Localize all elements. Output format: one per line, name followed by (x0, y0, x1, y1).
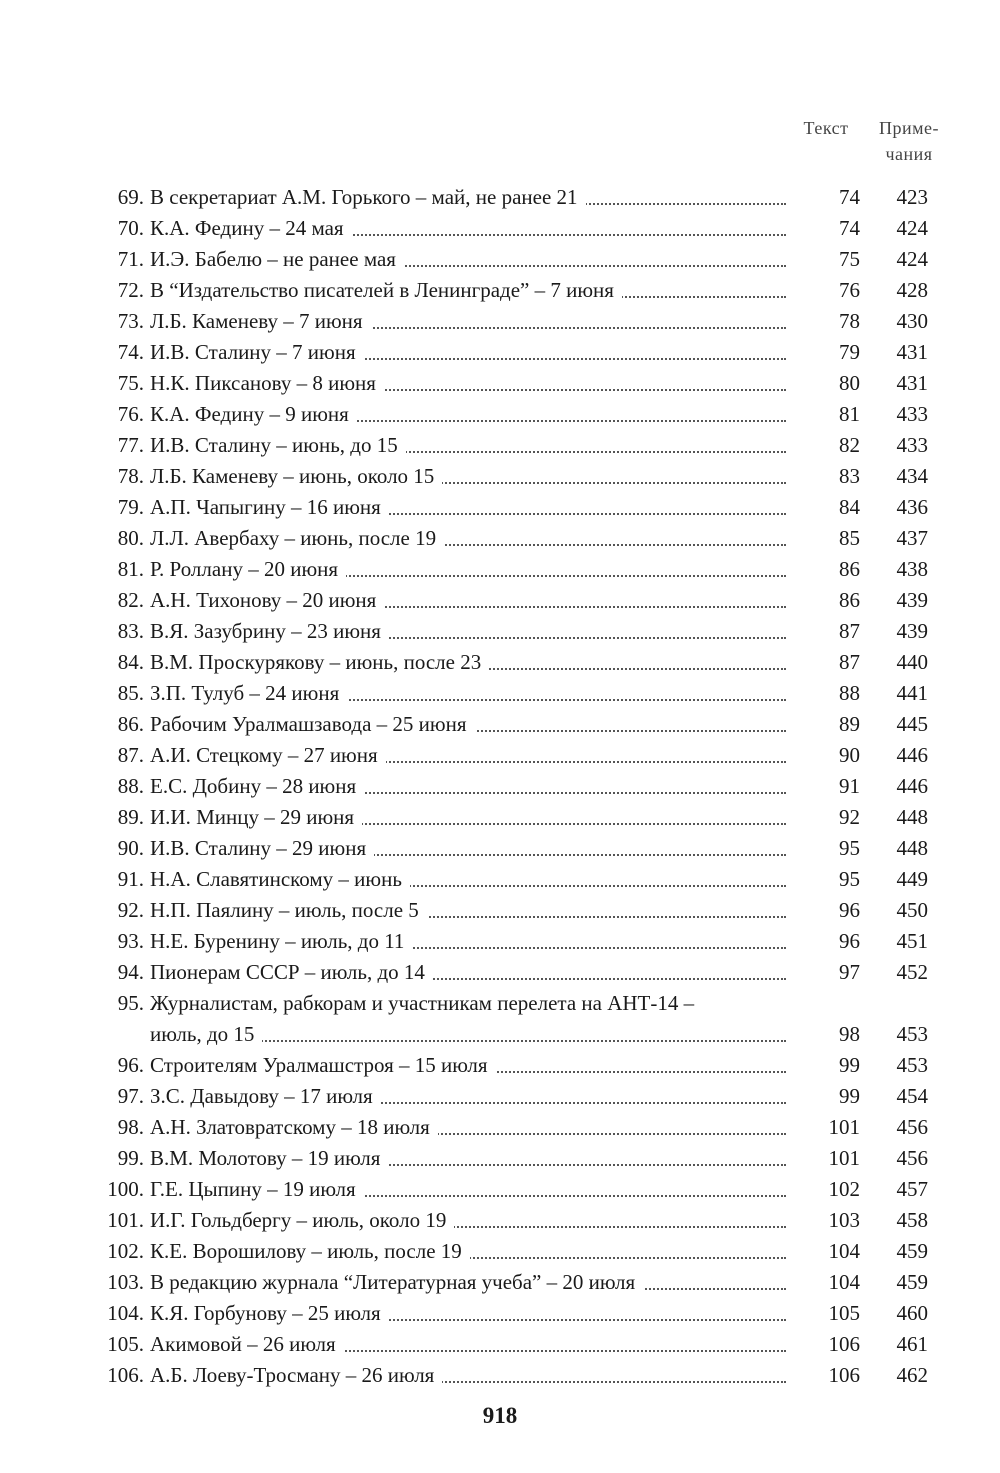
toc-title (150, 1019, 786, 1050)
toc-number: 69. (117, 185, 144, 209)
toc-notes-page: 450 (896, 898, 928, 922)
toc-title (150, 1298, 786, 1329)
toc-number: 87. (117, 743, 144, 767)
toc-number: 73. (117, 309, 144, 333)
toc-number: 99. (117, 1146, 144, 1170)
toc-title (150, 554, 786, 585)
toc-title-text: А.И. Стецкому – 27 июня (150, 743, 386, 767)
toc-title (150, 585, 786, 616)
toc-row (0, 616, 1000, 647)
toc-title-text: А.П. Чапыгину – 16 июня (150, 495, 389, 519)
toc-text-page: 84 (839, 495, 860, 519)
toc-title (150, 213, 786, 244)
toc-text-page: 95 (839, 836, 860, 860)
toc-title-text: И.И. Минцу – 29 июня (150, 805, 362, 829)
toc-text-page: 87 (839, 619, 860, 643)
toc-title-text: В “Издательство писателей в Ленинграде” – 7 июня (150, 278, 622, 302)
toc-notes-page: 445 (896, 712, 928, 736)
toc-text-page: 86 (839, 588, 860, 612)
toc-notes-page: 457 (896, 1177, 928, 1201)
toc-notes-page: 430 (896, 309, 928, 333)
toc-title-text: Н.А. Славятинскому – июнь (150, 867, 410, 891)
toc-title (150, 461, 786, 492)
toc-number: 88. (117, 774, 144, 798)
toc-title-text: Рабочим Уралмашзавода – 25 июня (150, 712, 475, 736)
toc-title-text: Акимовой – 26 июля (150, 1332, 344, 1356)
toc-text-page: 75 (839, 247, 860, 271)
toc-title (150, 833, 786, 864)
toc-title (150, 337, 786, 368)
toc-row (0, 1174, 1000, 1205)
toc-title (150, 430, 786, 461)
toc-row (0, 647, 1000, 678)
toc-notes-page: 440 (896, 650, 928, 674)
toc-notes-page: 424 (896, 247, 928, 271)
toc-row (0, 1019, 1000, 1050)
toc-number: 75. (117, 371, 144, 395)
toc-title (150, 678, 786, 709)
toc-text-page: 83 (839, 464, 860, 488)
toc-number: 79. (117, 495, 144, 519)
toc-row (0, 709, 1000, 740)
toc-text-page: 101 (828, 1146, 860, 1170)
toc-title (150, 1174, 786, 1205)
toc-row (0, 430, 1000, 461)
toc-row (0, 864, 1000, 895)
toc-text-page: 104 (828, 1270, 860, 1294)
toc-row (0, 988, 1000, 1019)
toc-notes-page: 454 (896, 1084, 928, 1108)
toc-number: 101. (107, 1208, 144, 1232)
toc-notes-page: 456 (896, 1115, 928, 1139)
toc-text-page: 97 (839, 960, 860, 984)
toc-row (0, 337, 1000, 368)
toc-number: 80. (117, 526, 144, 550)
toc-number: 83. (117, 619, 144, 643)
toc-notes-page: 441 (896, 681, 928, 705)
toc-number: 106. (107, 1363, 144, 1387)
toc-text-page: 106 (828, 1332, 860, 1356)
toc-title-text: А.Б. Лоеву-Тросману – 26 июля (150, 1363, 442, 1387)
toc-text-page: 91 (839, 774, 860, 798)
toc-number: 92. (117, 898, 144, 922)
toc-text-page: 89 (839, 712, 860, 736)
toc-notes-page: 436 (896, 495, 928, 519)
toc-title (150, 1360, 786, 1391)
toc-notes-page: 459 (896, 1270, 928, 1294)
toc-row (0, 895, 1000, 926)
toc-row (0, 182, 1000, 213)
toc-title-text: И.В. Сталину – 29 июня (150, 836, 374, 860)
toc-text-page: 104 (828, 1239, 860, 1263)
toc-text-page: 87 (839, 650, 860, 674)
toc-title-text: Н.К. Пиксанову – 8 июня (150, 371, 384, 395)
toc-text-page: 99 (839, 1053, 860, 1077)
toc-text-page: 76 (839, 278, 860, 302)
toc-title-text: Л.Б. Каменеву – июнь, около 15 (150, 464, 442, 488)
toc-row (0, 1112, 1000, 1143)
toc-number: 77. (117, 433, 144, 457)
toc-number: 100. (107, 1177, 144, 1201)
toc-notes-page: 431 (896, 371, 928, 395)
page-number: 918 (482, 1403, 518, 1428)
toc-title-text: В секретариат А.М. Горького – май, не ранее 21 (150, 185, 586, 209)
toc-title (150, 399, 786, 430)
toc-notes-page: 459 (896, 1239, 928, 1263)
toc-title (150, 709, 786, 740)
column-header-notes: Приме- чания (878, 118, 939, 164)
toc-title (150, 1205, 786, 1236)
toc-title (150, 1050, 786, 1081)
toc-number: 78. (117, 464, 144, 488)
toc-row (0, 1205, 1000, 1236)
toc-row (0, 275, 1000, 306)
toc-title-text: А.Н. Тихонову – 20 июня (150, 588, 384, 612)
toc-text-page: 102 (828, 1177, 860, 1201)
toc-title (150, 771, 786, 802)
toc-number: 94. (117, 960, 144, 984)
toc-title-text: В редакцию журнала “Литературная учеба” – 20 июля (150, 1270, 643, 1294)
toc-title-text: З.С. Давыдову – 17 июля (150, 1084, 381, 1108)
toc-row (0, 1143, 1000, 1174)
toc-number: 96. (117, 1053, 144, 1077)
toc-row (0, 1360, 1000, 1391)
toc-title-text: К.А. Федину – 9 июня (150, 402, 357, 426)
toc-title (150, 864, 786, 895)
toc-title-text: К.Е. Ворошилову – июль, после 19 (150, 1239, 470, 1263)
toc-title-text: Г.Е. Цыпину – 19 июля (150, 1177, 364, 1201)
toc-notes-page: 428 (896, 278, 928, 302)
toc-text-page: 101 (828, 1115, 860, 1139)
toc-text-page: 90 (839, 743, 860, 767)
toc-row (0, 678, 1000, 709)
toc-notes-page: 433 (896, 433, 928, 457)
toc-notes-page: 423 (896, 185, 928, 209)
toc-title-text: В.Я. Зазубрину – 23 июня (150, 619, 389, 643)
toc-title (150, 957, 786, 988)
toc-title-text: В.М. Молотову – 19 июля (150, 1146, 388, 1170)
toc-title-text: июль, до 15 (150, 1022, 262, 1046)
toc-title (150, 275, 786, 306)
toc-text-page: 99 (839, 1084, 860, 1108)
toc-notes-page: 458 (896, 1208, 928, 1232)
toc-number: 85. (117, 681, 144, 705)
toc-number: 93. (117, 929, 144, 953)
toc-notes-page: 449 (896, 867, 928, 891)
toc-row (0, 1329, 1000, 1360)
toc-title-text: И.Э. Бабелю – не ранее мая (150, 247, 404, 271)
toc-number: 98. (117, 1115, 144, 1139)
toc-title (150, 616, 786, 647)
toc-title (150, 182, 786, 213)
toc-title (150, 926, 786, 957)
toc-number: 91. (117, 867, 144, 891)
toc-notes-page: 448 (896, 805, 928, 829)
toc-text-page: 85 (839, 526, 860, 550)
toc-title (150, 1267, 786, 1298)
toc-text-page: 105 (828, 1301, 860, 1325)
toc-notes-page: 448 (896, 836, 928, 860)
toc-row (0, 492, 1000, 523)
toc-row (0, 523, 1000, 554)
toc-title-text: Строителям Уралмашстроя – 15 июля (150, 1053, 496, 1077)
toc-number: 71. (117, 247, 144, 271)
toc-title (150, 988, 786, 1019)
toc-row (0, 461, 1000, 492)
toc-number: 89. (117, 805, 144, 829)
toc-notes-page: 424 (896, 216, 928, 240)
toc-notes-page: 439 (896, 588, 928, 612)
toc-number: 102. (107, 1239, 144, 1263)
toc-text-page: 74 (839, 216, 860, 240)
toc-text-page: 78 (839, 309, 860, 333)
toc-text-page: 96 (839, 898, 860, 922)
toc-title-text: К.А. Федину – 24 мая (150, 216, 352, 240)
toc-row (0, 740, 1000, 771)
toc-title-text: З.П. Тулуб – 24 июня (150, 681, 347, 705)
toc-title (150, 306, 786, 337)
toc-text-page: 95 (839, 867, 860, 891)
toc-number: 76. (117, 402, 144, 426)
toc-text-page: 98 (839, 1022, 860, 1046)
toc-title (150, 1081, 786, 1112)
toc-notes-page: 431 (896, 340, 928, 364)
toc-title-text: Пионерам СССР – июль, до 14 (150, 960, 433, 984)
toc-row (0, 244, 1000, 275)
toc-notes-page: 462 (896, 1363, 928, 1387)
toc-row (0, 213, 1000, 244)
toc-text-page: 86 (839, 557, 860, 581)
toc-row (0, 1081, 1000, 1112)
contents-list (0, 182, 1000, 1391)
toc-row (0, 1050, 1000, 1081)
toc-text-page: 82 (839, 433, 860, 457)
toc-number: 103. (107, 1270, 144, 1294)
toc-title (150, 523, 786, 554)
toc-title (150, 740, 786, 771)
toc-row (0, 1298, 1000, 1329)
toc-title (150, 1236, 786, 1267)
toc-notes-page: 456 (896, 1146, 928, 1170)
toc-title-text: В.М. Проскурякову – июнь, после 23 (150, 650, 489, 674)
toc-row (0, 399, 1000, 430)
toc-notes-page: 433 (896, 402, 928, 426)
toc-notes-page: 451 (896, 929, 928, 953)
toc-notes-page: 452 (896, 960, 928, 984)
toc-notes-page: 453 (896, 1053, 928, 1077)
toc-title (150, 895, 786, 926)
toc-notes-page: 434 (896, 464, 928, 488)
toc-row (0, 368, 1000, 399)
toc-title-text: Е.С. Добину – 28 июня (150, 774, 364, 798)
toc-text-page: 106 (828, 1363, 860, 1387)
toc-title-text: Журналистам, рабкорам и участникам перелета на АНТ-14 – (150, 991, 702, 1015)
toc-row (0, 1267, 1000, 1298)
toc-row (0, 957, 1000, 988)
toc-title (150, 1329, 786, 1360)
toc-text-page: 92 (839, 805, 860, 829)
toc-number: 70. (117, 216, 144, 240)
toc-title (150, 1112, 786, 1143)
toc-title-text: К.Я. Горбунову – 25 июля (150, 1301, 389, 1325)
toc-title (150, 244, 786, 275)
toc-title-text: Л.Л. Авербаху – июнь, после 19 (150, 526, 444, 550)
toc-title (150, 1143, 786, 1174)
toc-title-text: Л.Б. Каменеву – 7 июня (150, 309, 371, 333)
toc-title (150, 368, 786, 399)
toc-number: 90. (117, 836, 144, 860)
toc-row (0, 554, 1000, 585)
toc-title (150, 647, 786, 678)
toc-title (150, 802, 786, 833)
toc-title-text: Р. Роллану – 20 июня (150, 557, 346, 581)
column-header-text: Текст (803, 118, 849, 138)
toc-notes-page: 453 (896, 1022, 928, 1046)
toc-notes-page: 437 (896, 526, 928, 550)
toc-number: 97. (117, 1084, 144, 1108)
toc-number: 105. (107, 1332, 144, 1356)
toc-row (0, 306, 1000, 337)
toc-text-page: 80 (839, 371, 860, 395)
toc-row (0, 926, 1000, 957)
toc-text-page: 96 (839, 929, 860, 953)
toc-row (0, 771, 1000, 802)
toc-text-page: 74 (839, 185, 860, 209)
toc-title-text: А.Н. Златовратскому – 18 июля (150, 1115, 438, 1139)
toc-number: 72. (117, 278, 144, 302)
toc-number: 74. (117, 340, 144, 364)
toc-title-text: И.В. Сталину – июнь, до 15 (150, 433, 406, 457)
toc-title (150, 492, 786, 523)
toc-number: 82. (117, 588, 144, 612)
toc-number: 84. (117, 650, 144, 674)
toc-row (0, 1236, 1000, 1267)
toc-row (0, 585, 1000, 616)
toc-text-page: 79 (839, 340, 860, 364)
toc-notes-page: 460 (896, 1301, 928, 1325)
toc-title-text: И.Г. Гольдбергу – июль, около 19 (150, 1208, 454, 1232)
toc-notes-page: 446 (896, 743, 928, 767)
toc-row (0, 802, 1000, 833)
toc-notes-page: 439 (896, 619, 928, 643)
toc-number: 86. (117, 712, 144, 736)
toc-text-page: 88 (839, 681, 860, 705)
toc-title-text: Н.П. Паялину – июль, после 5 (150, 898, 427, 922)
toc-title-text: И.В. Сталину – 7 июня (150, 340, 364, 364)
toc-text-page: 103 (828, 1208, 860, 1232)
toc-row (0, 833, 1000, 864)
toc-notes-page: 438 (896, 557, 928, 581)
toc-notes-page: 446 (896, 774, 928, 798)
toc-notes-page: 461 (896, 1332, 928, 1356)
toc-number: 81. (117, 557, 144, 581)
toc-number: 104. (107, 1301, 144, 1325)
toc-number: 95. (117, 991, 144, 1015)
toc-text-page: 81 (839, 402, 860, 426)
toc-title-text: Н.Е. Буренину – июль, до 11 (150, 929, 412, 953)
